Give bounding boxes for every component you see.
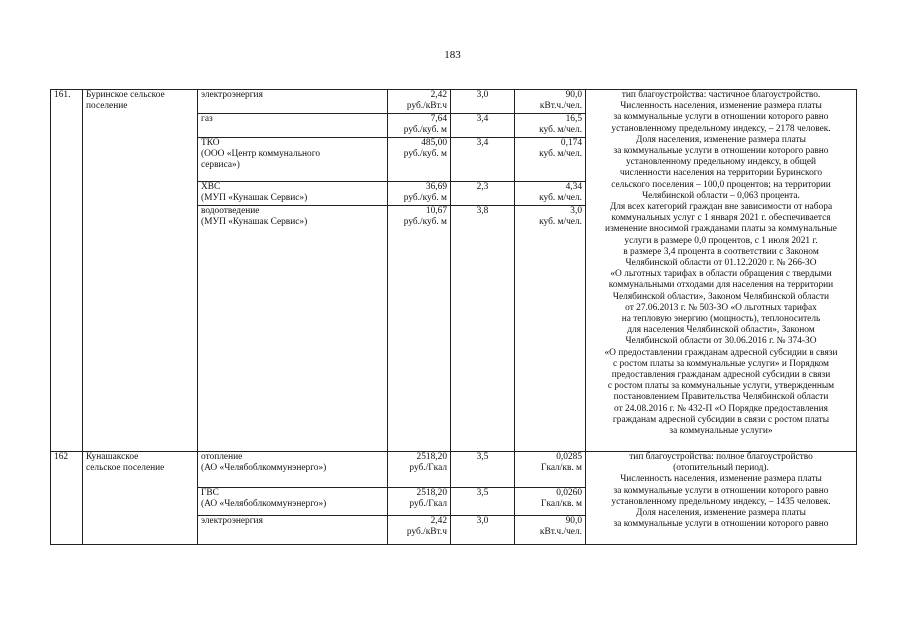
- norm-cell: [515, 488, 586, 516]
- row-number: 161.: [51, 90, 83, 452]
- service-line: ГВС: [201, 488, 219, 498]
- norm-cell: [515, 114, 586, 138]
- service-line: (МУП «Кунашак Сервис»): [201, 217, 308, 228]
- row-number: 162: [51, 452, 83, 545]
- table-row: [51, 90, 857, 114]
- norm-line: 16,5: [565, 114, 582, 124]
- index-cell: 2,3: [451, 182, 515, 206]
- service-line: (АО «Челябоблкоммунэнерго»): [201, 499, 327, 510]
- tariff-line: 2,42: [430, 90, 447, 100]
- note-line: Численность населения, изменение размера платы: [620, 474, 822, 485]
- note-line: установленному предельному индексу, – 2178 человек.: [611, 123, 831, 134]
- norm-cell: [515, 138, 586, 182]
- note-line: за коммунальные услуги в отношении которого равно: [613, 519, 829, 530]
- page-number: 183: [444, 49, 461, 61]
- tariff-line: руб./куб. м: [403, 217, 447, 228]
- tariff-cell: [388, 182, 451, 206]
- tariff-cell: [388, 206, 451, 452]
- note-line: за коммунальные услуги в отношении которого равно: [613, 485, 829, 496]
- index-cell: 3,5: [451, 488, 515, 516]
- service-line: водоотведение: [201, 206, 260, 216]
- tariff-table: [50, 89, 857, 545]
- tariff-line: 7,64: [430, 114, 447, 124]
- norm-line: кВт.ч./чел.: [539, 101, 582, 112]
- note-line: за коммунальные услуги»: [669, 426, 773, 437]
- norm-line: 0,0285: [556, 452, 582, 462]
- note-line: изменение вносимой гражданами платы за коммунальные: [605, 224, 837, 235]
- service-cell: [198, 182, 388, 206]
- note-line: Челябинской области от 30.06.2016 г. № 374-ЗО: [625, 336, 817, 347]
- note-line: постановлением Правительства Челябинской области: [613, 392, 829, 403]
- norm-line: кВт.ч./чел.: [539, 527, 582, 538]
- service-cell: [198, 90, 388, 114]
- norm-line: Гкал/кв. м: [541, 499, 582, 510]
- note-line: услуги в размере 0,0 процентов, с 1 июля 2021 г.: [624, 235, 818, 246]
- note-line: в размере 3,4 процента в соответствии с Законом: [623, 246, 819, 257]
- service-line: отопление: [201, 452, 243, 462]
- note-line: коммунальных услуг с 1 января 2021 г. обеспечивается: [611, 213, 831, 224]
- tariff-cell: [388, 488, 451, 516]
- note-line: Челябинской области», Законом Челябинской области: [612, 291, 830, 302]
- settlement-line: Кунашакское: [86, 452, 139, 462]
- service-cell: [198, 138, 388, 182]
- tariff-cell: [388, 138, 451, 182]
- note-line: коммунальными отходами для населения на территории: [608, 280, 834, 291]
- note-line: Доля населения, изменение размера платы: [636, 508, 806, 519]
- service-cell: [198, 516, 388, 545]
- tariff-line: руб./куб. м: [403, 125, 447, 136]
- note-line: на тепловую энергию (мощность), теплоноситель: [621, 314, 821, 325]
- note-line: с ростом платы за коммунальные услуги» и Порядком: [613, 358, 829, 369]
- service-line: электроэнергия: [201, 90, 263, 100]
- note-line: тип благоустройства: частичное благоустройство.: [621, 90, 821, 100]
- note-line: «О льготных тарифах в области обращения с твердыми: [610, 269, 832, 280]
- note-line: Челябинской области от 01.12.2020 г. № 266-ЗО: [625, 258, 817, 269]
- tariff-cell: [388, 114, 451, 138]
- service-cell: [198, 206, 388, 452]
- norm-cell: [515, 182, 586, 206]
- norm-cell: [515, 206, 586, 452]
- settlement-name: [83, 452, 198, 545]
- service-line: (ООО «Центр коммунального: [201, 149, 321, 160]
- tariff-line: 36,69: [425, 182, 447, 192]
- note-line: Для всех категорий граждан вне зависимости от набора: [609, 202, 833, 213]
- note-line: установленному предельному индексу, в общей: [625, 157, 817, 168]
- tariff-line: руб./кВт.ч: [406, 527, 447, 538]
- tariff-line: 2518,20: [416, 452, 447, 462]
- service-cell: [198, 452, 388, 488]
- norm-line: Гкал/кв. м: [541, 463, 582, 474]
- index-cell: 3,0: [451, 516, 515, 545]
- service-line: (МУП «Кунашак Сервис»): [201, 193, 308, 204]
- norm-line: куб. м/чел.: [539, 125, 582, 136]
- index-cell: 3,0: [451, 90, 515, 114]
- note-line: численности населения на территории Буринского: [619, 168, 823, 179]
- note-line: тип благоустройства: полное благоустройство: [629, 452, 813, 462]
- norm-cell: [515, 90, 586, 114]
- norm-line: куб. м/чел.: [539, 193, 582, 204]
- note-line: сельского поселения – 100,0 процентов; на территории: [611, 179, 831, 190]
- service-line: (АО «Челябоблкоммунэнерго»): [201, 463, 327, 474]
- index-cell: 3,4: [451, 114, 515, 138]
- norm-line: 0,0260: [556, 488, 582, 498]
- service-cell: [198, 114, 388, 138]
- note-line: (отопительный период).: [673, 463, 769, 474]
- index-cell: 3,4: [451, 138, 515, 182]
- norm-line: куб. м/чел.: [539, 149, 582, 160]
- service-line: электроэнергия: [201, 516, 263, 526]
- norm-line: 0,174: [560, 138, 582, 148]
- note-cell: [586, 452, 857, 545]
- norm-line: 90,0: [565, 516, 582, 526]
- note-line: за коммунальные услуги в отношении которого равно: [613, 112, 829, 123]
- tariff-cell: [388, 516, 451, 545]
- tariff-cell: [388, 90, 451, 114]
- note-line: установленному предельному индексу, – 1435 человек.: [611, 496, 831, 507]
- service-line: ТКО: [201, 138, 220, 148]
- note-line: для населения Челябинской области», Законом: [627, 325, 815, 336]
- tariff-line: 2518,20: [416, 488, 447, 498]
- norm-cell: [515, 452, 586, 488]
- note-line: с ростом платы за коммунальные услуги, утвержденным: [607, 381, 835, 392]
- settlement-name: [83, 90, 198, 452]
- note-line: предоставления гражданам адресной субсидии в связи: [611, 370, 831, 381]
- index-cell: 3,8: [451, 206, 515, 452]
- table-row: [51, 452, 857, 488]
- tariff-cell: [388, 452, 451, 488]
- tariff-line: руб./куб. м: [403, 149, 447, 160]
- tariff-line: руб./куб. м: [403, 193, 447, 204]
- norm-line: 4,34: [565, 182, 582, 192]
- tariff-line: 2,42: [430, 516, 447, 526]
- norm-cell: [515, 516, 586, 545]
- tariff-line: руб./кВт.ч: [406, 101, 447, 112]
- note-line: Челябинской области – 0,063 процента.: [642, 190, 800, 201]
- norm-line: 90,0: [565, 90, 582, 100]
- note-line: «О предоставлении гражданам адресной субсидии в связи: [604, 347, 838, 358]
- index-cell: 3,5: [451, 452, 515, 488]
- note-line: Численность населения, изменение размера платы: [620, 101, 822, 112]
- service-line: ХВС: [201, 182, 221, 192]
- tariff-line: руб./Гкал: [409, 499, 447, 510]
- service-line: газ: [201, 114, 213, 124]
- settlement-line: сельское поселение: [86, 463, 165, 474]
- note-cell: [586, 90, 857, 452]
- service-cell: [198, 488, 388, 516]
- tariff-line: 485,00: [421, 138, 447, 148]
- note-line: от 24.08.2016 г. № 432-П «О Порядке предоставления: [614, 403, 828, 414]
- tariff-line: руб./Гкал: [409, 463, 447, 474]
- norm-line: куб. м/чел.: [539, 217, 582, 228]
- note-line: Доля населения, изменение размера платы: [636, 134, 806, 145]
- note-line: от 27.06.2013 г. № 503-ЗО «О льготных тарифах: [625, 302, 817, 313]
- settlement-line: Буринское сельское: [86, 90, 165, 100]
- norm-line: 3,0: [570, 206, 582, 216]
- table-body: [51, 90, 857, 545]
- note-line: гражданам адресной субсидии в связи с ростом платы: [612, 414, 830, 425]
- settlement-line: поселение: [86, 101, 128, 112]
- tariff-line: 10,67: [425, 206, 447, 216]
- note-line: за коммунальные услуги в отношении которого равно: [613, 146, 829, 157]
- service-line: сервиса»): [201, 160, 240, 171]
